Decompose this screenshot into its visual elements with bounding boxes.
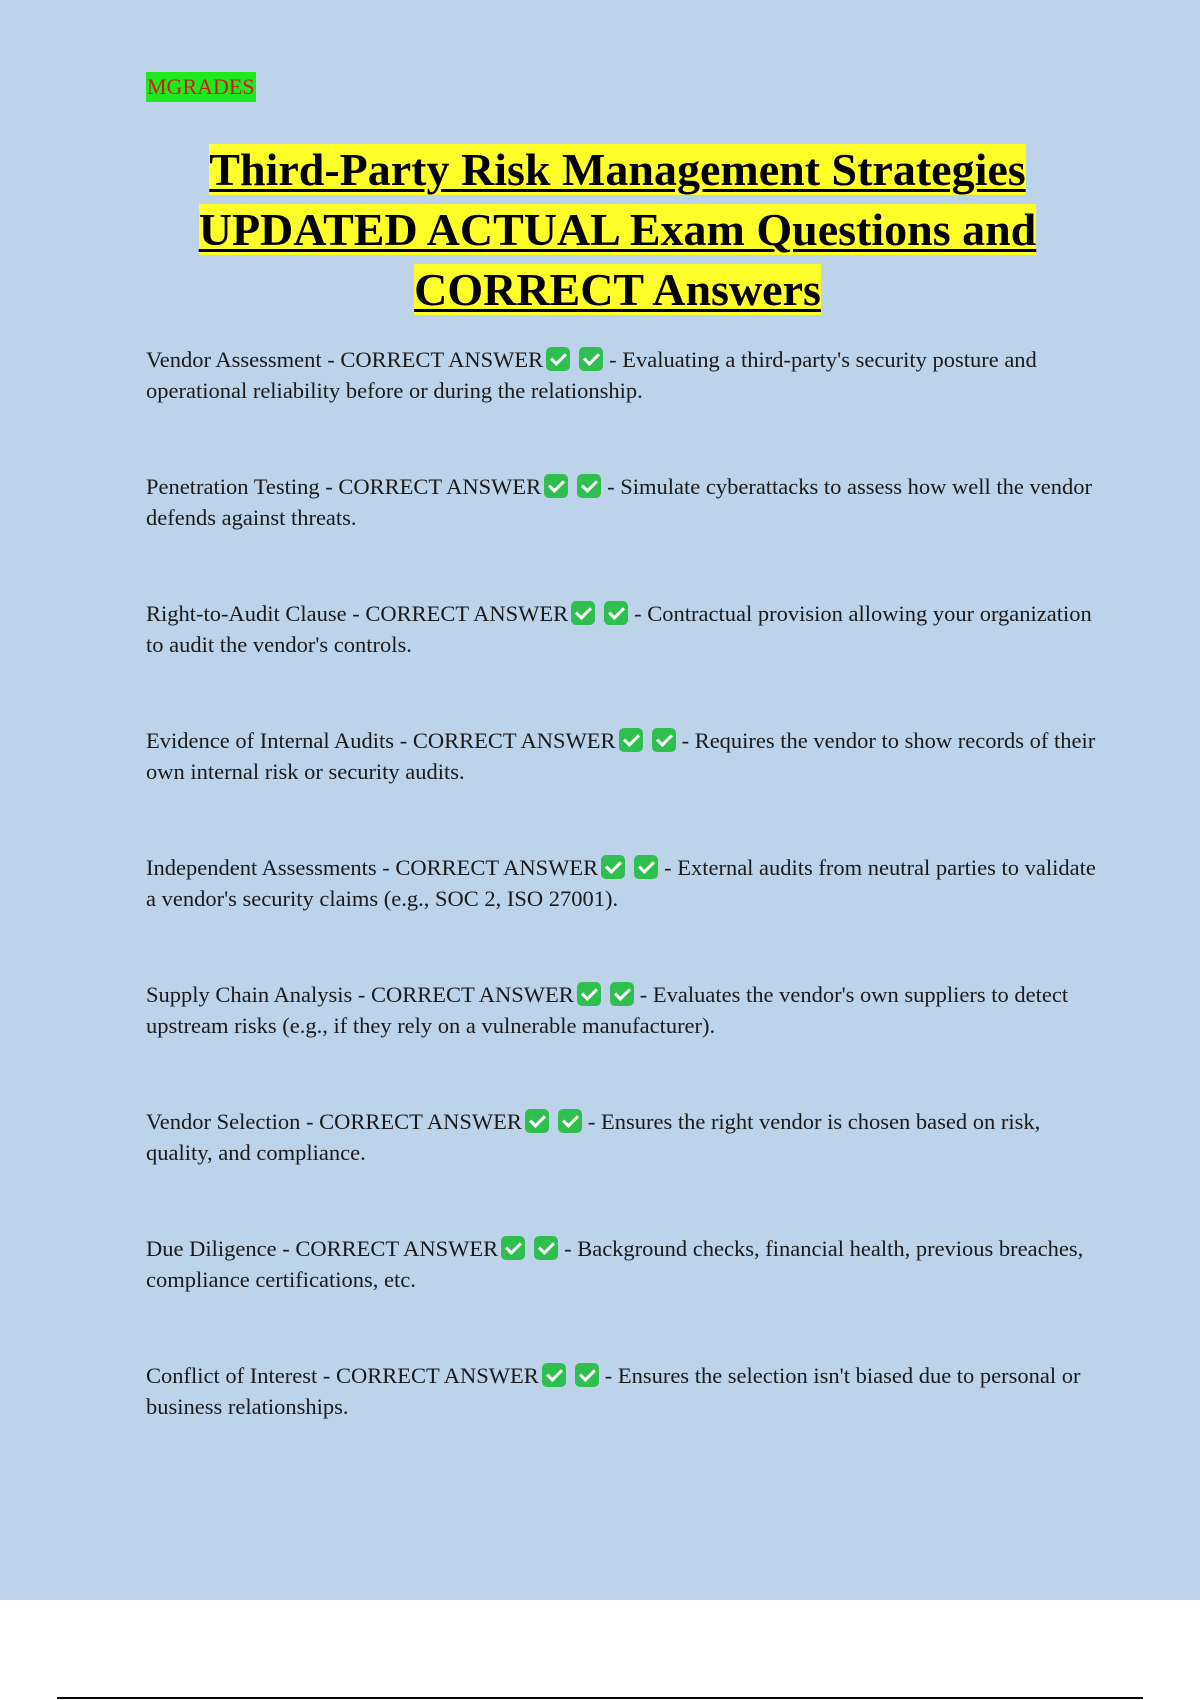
qa-term: Vendor Assessment	[146, 347, 322, 372]
qa-term: Right-to-Audit Clause	[146, 601, 347, 626]
qa-answer: Evaluating a third-party's security posture and operational reliability before or during the relationship.	[146, 347, 1037, 403]
qa-item: Independent Assessments - CORRECT ANSWER - External audits from neutral parties to validate a vendor's security claims (e.g., SOC 2, ISO 27001).	[146, 855, 1096, 911]
check-mark-icon	[571, 601, 595, 625]
check-mark-icon	[601, 855, 625, 879]
answer-marker: CORRECT ANSWER	[365, 601, 569, 626]
footer-divider	[57, 1697, 1143, 1699]
qa-item: Supply Chain Analysis - CORRECT ANSWER - Evaluates the vendor's own suppliers to detect upstream risks (e.g., if they rely on a vulnerable manufacturer).	[146, 982, 1069, 1038]
brand-label: MGRADES	[146, 72, 256, 102]
title-line-2: UPDATED ACTUAL Exam Questions and	[198, 204, 1037, 255]
check-mark-icon	[525, 1109, 549, 1133]
check-mark-icon	[558, 1109, 582, 1133]
qa-answer: Evaluates the vendor's own suppliers to detect upstream risks (e.g., if they rely on a vulnerable manufacturer).	[146, 982, 1069, 1038]
qa-item: Due Diligence - CORRECT ANSWER - Background checks, financial health, previous breaches, compliance certifications, etc.	[146, 1236, 1084, 1292]
answer-marker: CORRECT ANSWER	[295, 1236, 499, 1261]
qa-item: Penetration Testing - CORRECT ANSWER - Simulate cyberattacks to assess how well the vendor defends against threats.	[146, 474, 1092, 530]
answer-marker: CORRECT ANSWER	[340, 347, 544, 372]
qa-answer: Simulate cyberattacks to assess how well the vendor defends against threats.	[146, 474, 1092, 530]
answer-marker: CORRECT ANSWER	[371, 982, 574, 1007]
qa-term: Penetration Testing	[146, 474, 320, 499]
qa-term: Supply Chain Analysis	[146, 982, 353, 1007]
check-mark-icon	[579, 347, 603, 371]
qa-item: Evidence of Internal Audits - CORRECT ANSWER - Requires the vendor to show records of their own internal risk or security audits.	[146, 728, 1096, 784]
check-mark-icon	[575, 1363, 599, 1387]
check-mark-icon	[652, 728, 676, 752]
qa-answer: Contractual provision allowing your organization to audit the vendor's controls.	[146, 601, 1092, 657]
check-mark-icon	[544, 474, 568, 498]
check-mark-icon	[534, 1236, 558, 1260]
qa-answer: Background checks, financial health, previous breaches, compliance certifications, etc.	[146, 1236, 1084, 1292]
qa-answer: Ensures the selection isn't biased due to personal or business relationships.	[146, 1363, 1081, 1419]
title-line-3: CORRECT Answers	[414, 264, 821, 315]
qa-term: Evidence of Internal Audits	[146, 728, 395, 753]
qa-item: Conflict of Interest - CORRECT ANSWER - Ensures the selection isn't biased due to personal or business relationships.	[146, 1363, 1081, 1419]
answer-marker: CORRECT ANSWER	[319, 1109, 522, 1134]
answer-marker: CORRECT ANSWER	[338, 474, 542, 499]
qa-list	[146, 344, 1096, 1487]
qa-item: Right-to-Audit Clause - CORRECT ANSWER - Contractual provision allowing your organization to audit the vendor's controls.	[146, 601, 1092, 657]
qa-answer: External audits from neutral parties to validate a vendor's security claims (e.g., SOC 2, ISO 27001).	[146, 855, 1096, 911]
answer-marker: CORRECT ANSWER	[395, 855, 599, 880]
qa-term: Due Diligence	[146, 1236, 277, 1261]
answer-marker: CORRECT ANSWER	[412, 728, 616, 753]
qa-term: Vendor Selection	[146, 1109, 301, 1134]
qa-answer: Ensures the right vendor is chosen based on risk, quality, and compliance.	[146, 1109, 1041, 1165]
check-mark-icon	[634, 855, 658, 879]
check-mark-icon	[542, 1363, 566, 1387]
check-mark-icon	[610, 982, 634, 1006]
check-mark-icon	[619, 728, 643, 752]
answer-marker: CORRECT ANSWER	[335, 1363, 539, 1388]
qa-term: Independent Assessments	[146, 855, 377, 880]
qa-item: Vendor Selection - CORRECT ANSWER - Ensures the right vendor is chosen based on risk, quality, and compliance.	[146, 1109, 1041, 1165]
title-line-1: Third-Party Risk Management Strategies	[209, 144, 1026, 195]
check-mark-icon	[604, 601, 628, 625]
check-mark-icon	[501, 1236, 525, 1260]
qa-term: Conflict of Interest	[146, 1363, 318, 1388]
check-mark-icon	[546, 347, 570, 371]
check-mark-icon	[577, 982, 601, 1006]
page-title	[100, 140, 1135, 320]
check-mark-icon	[577, 474, 601, 498]
qa-answer: Requires the vendor to show records of their own internal risk or security audits.	[146, 728, 1096, 784]
qa-item: Vendor Assessment - CORRECT ANSWER - Evaluating a third-party's security posture and operational reliability before or during the relationship.	[146, 347, 1037, 403]
